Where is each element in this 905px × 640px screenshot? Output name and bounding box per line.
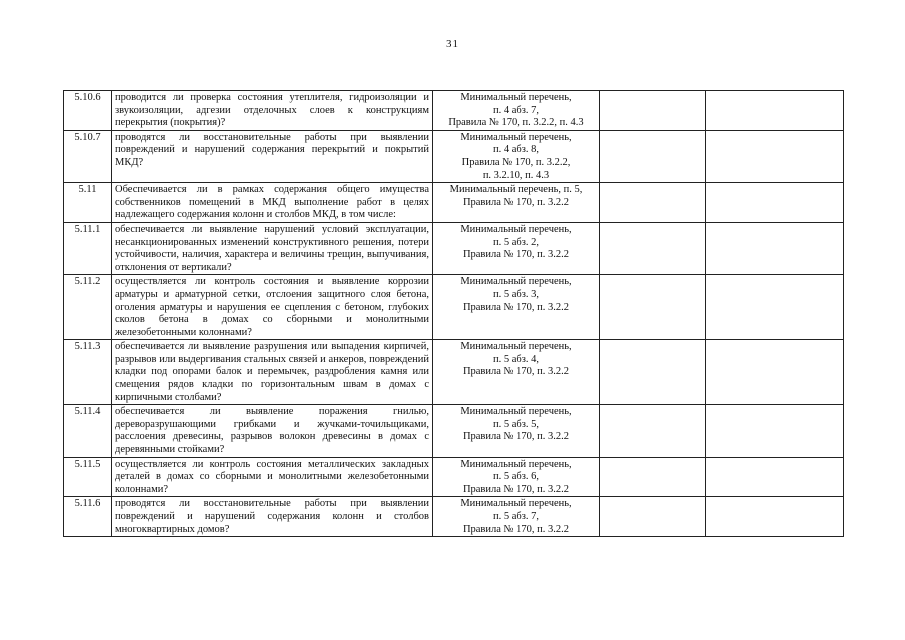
legal-reference [433, 222, 600, 274]
legal-reference [433, 340, 600, 405]
reference-line: Правила № 170, п. 3.2.2, п. 4.3 [448, 117, 584, 129]
question-text: проводятся ли восстановительные работы при выявлении повреждений и нарушений содержания колонн и столбов многоквартирных домов? [112, 497, 433, 537]
legal-reference [433, 91, 600, 131]
table-row [64, 183, 844, 223]
reference-line: п. 3.2.10, п. 4.3 [482, 169, 550, 181]
answer-cell [600, 222, 706, 274]
item-number: 5.11.2 [64, 275, 112, 340]
reference-line: Минимальный перечень, [460, 92, 572, 103]
reference-line: Минимальный перечень, [460, 458, 572, 470]
table-row [64, 222, 844, 274]
question-text: проводится ли проверка состояния утеплителя, гидроизоляции и звукоизоляции, адгезии отделочных слоев к конструкциям перекрытия (покрытия)? [112, 91, 433, 131]
note-cell [706, 130, 844, 182]
reference-line: Правила № 170, п. 3.2.2 [462, 301, 570, 313]
reference-line: Минимальный перечень, [460, 406, 572, 418]
reference-line: п. 4 абз. 7, [492, 104, 540, 116]
reference-line: Правила № 170, п. 3.2.2 [462, 249, 570, 261]
note-cell [706, 497, 844, 537]
reference-line: Правила № 170, п. 3.2.2 [462, 431, 570, 443]
reference-line: п. 4 абз. 8, [492, 144, 540, 156]
legal-reference [433, 275, 600, 340]
reference-line: Минимальный перечень, [460, 498, 572, 510]
item-number: 5.11.5 [64, 457, 112, 497]
legal-reference [433, 497, 600, 537]
reference-line: Минимальный перечень, [460, 276, 572, 288]
legal-reference [433, 405, 600, 457]
reference-line: п. 5 абз. 2, [492, 236, 540, 248]
reference-line: Минимальный перечень, [460, 131, 572, 143]
reference-line: Минимальный перечень, п. 5, [449, 184, 583, 196]
answer-cell [600, 340, 706, 405]
answer-cell [600, 275, 706, 340]
reference-line: Правила № 170, п. 3.2.2, [461, 156, 571, 168]
answer-cell [600, 91, 706, 131]
answer-cell [600, 457, 706, 497]
question-text: обеспечивается ли выявление нарушений условий эксплуатации, несанкционированных изменений конструктивного решения, потери устойчивости, наличия, характера и величины трещин, выпучивания, отклонения от вертикали? [112, 222, 433, 274]
reference-line: п. 5 абз. 4, [492, 353, 540, 365]
page-number: 31 [446, 38, 459, 50]
question-text: осуществляется ли контроль состояния металлических закладных деталей в домах со сборными и монолитными железобетонными колоннами? [112, 457, 433, 497]
answer-cell [600, 405, 706, 457]
legal-reference [433, 457, 600, 497]
table-row [64, 130, 844, 182]
reference-line: п. 5 абз. 5, [492, 418, 540, 430]
reference-line: Минимальный перечень, [460, 223, 572, 235]
note-cell [706, 340, 844, 405]
item-number: 5.10.7 [64, 130, 112, 182]
reference-line: п. 5 абз. 3, [492, 288, 540, 300]
item-number: 5.11.1 [64, 222, 112, 274]
reference-line: п. 5 абз. 6, [492, 471, 540, 483]
checklist-table [63, 90, 844, 537]
note-cell [706, 222, 844, 274]
question-text: осуществляется ли контроль состояния и выявление коррозии арматуры и арматурной сетки, отслоения защитного слоя бетона, оголения арматуры и нарушения ее сцепления с бетоном, глубоких сколов бетона в домах со сборными и монолитными железобетонными колоннами? [112, 275, 433, 340]
note-cell [706, 275, 844, 340]
item-number: 5.11.3 [64, 340, 112, 405]
answer-cell [600, 183, 706, 223]
answer-cell [600, 130, 706, 182]
table-row [64, 457, 844, 497]
table-row [64, 275, 844, 340]
item-number: 5.11.4 [64, 405, 112, 457]
note-cell [706, 91, 844, 131]
note-cell [706, 183, 844, 223]
note-cell [706, 457, 844, 497]
question-text: обеспечивается ли выявление поражения гнилью, дереворазрушающими грибками и жучками-точильщиками, расслоения древесины, разрывов волокон древесины в домах с деревянными стойками? [112, 405, 433, 457]
reference-line: Правила № 170, п. 3.2.2 [462, 366, 570, 378]
item-number: 5.10.6 [64, 91, 112, 131]
reference-line: Минимальный перечень, [460, 341, 572, 353]
reference-line: п. 5 абз. 7, [492, 511, 540, 522]
item-number: 5.11 [64, 183, 112, 223]
reference-line: Правила № 170, п. 3.2.2 [462, 483, 570, 495]
reference-line: Правила № 170, п. 3.2.2 [462, 523, 570, 535]
legal-reference [433, 183, 600, 223]
legal-reference [433, 130, 600, 182]
table-row [64, 91, 844, 131]
question-text: Обеспечивается ли в рамках содержания общего имущества собственников помещений в МКД выполнение работ в целях надлежащего содержания колонн и столбов МКД, в том числе: [112, 183, 433, 223]
reference-line: Правила № 170, п. 3.2.2 [462, 196, 570, 208]
note-cell [706, 405, 844, 457]
table-row [64, 340, 844, 405]
answer-cell [600, 497, 706, 537]
question-text: обеспечивается ли выявление разрушения или выпадения кирпичей, разрывов или выдергивания стальных связей и анкеров, повреждений кладки под опорами балок и перемычек, раздробления камня или смещения рядов кладки по горизонтальным швам в домах с кирпичными столбами? [112, 340, 433, 405]
question-text: проводятся ли восстановительные работы при выявлении повреждений и нарушений содержания перекрытий и покрытий МКД? [112, 130, 433, 182]
table-row [64, 497, 844, 537]
table-row [64, 405, 844, 457]
item-number: 5.11.6 [64, 497, 112, 537]
